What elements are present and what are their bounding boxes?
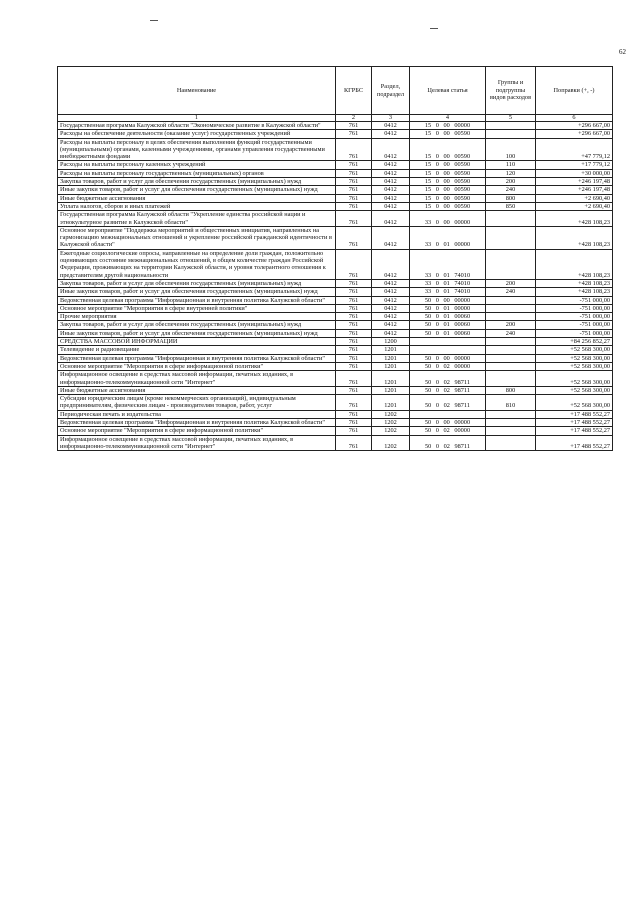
row-amendment: +296 667,00: [536, 122, 613, 130]
header-row: [58, 67, 613, 115]
row-name: Периодическая печать и издательства: [58, 410, 336, 418]
row-section: 0412: [372, 296, 410, 304]
row-name: Государственная программа Калужской области "Укрепление единства российской нации и этнокультурное развитие в Калужской области": [58, 211, 336, 227]
row-kgrbs: 761: [336, 371, 372, 387]
row-expense-type: [486, 427, 536, 435]
row-amendment: +428 108,23: [536, 249, 613, 279]
table-row: [58, 161, 613, 169]
row-expense-type: [486, 211, 536, 227]
row-kgrbs: 761: [336, 186, 372, 194]
row-section: 0412: [372, 329, 410, 337]
row-kgrbs: 761: [336, 304, 372, 312]
row-section: 1202: [372, 418, 410, 426]
row-name: Уплата налогов, сборов и иных платежей: [58, 202, 336, 210]
row-section: 0412: [372, 178, 410, 186]
row-section: 1202: [372, 435, 410, 451]
table-row: [58, 395, 613, 411]
row-section: 0412: [372, 161, 410, 169]
row-expense-type: 800: [486, 194, 536, 202]
row-amendment: +428 108,23: [536, 288, 613, 296]
header-section: Раздел, подраздел: [372, 67, 410, 115]
row-section: 0412: [372, 279, 410, 287]
row-section: 1200: [372, 338, 410, 346]
row-name: Ежегодные социологические опросы, направленные на определение доли граждан, положительно оценивающих состояние межнациональных отношений, в общем количестве граждан Российской Федерации, проживающих на территории Калужской области, и уровня толерантного отношения к представителям другой национальности: [58, 249, 336, 279]
column-number: 4: [410, 115, 486, 122]
row-target-article: 50 0 02 00000: [410, 427, 486, 435]
row-amendment: +52 568 300,00: [536, 371, 613, 387]
row-amendment: -751 000,00: [536, 313, 613, 321]
scan-mark-left: [150, 20, 158, 21]
row-target-article: 50 0 01 00000: [410, 304, 486, 312]
row-name: Расходы на выплаты персоналу в целях обеспечения выполнения функций государственными (муниципальными) органами, казенными учреждениями, органами управления государственными внебюджетными фондами: [58, 138, 336, 161]
row-section: 0412: [372, 304, 410, 312]
row-target-article: 15 0 00 00590: [410, 194, 486, 202]
table-row: [58, 313, 613, 321]
row-expense-type: [486, 249, 536, 279]
row-kgrbs: 761: [336, 346, 372, 354]
table-row: [58, 279, 613, 287]
row-name: Основное мероприятие "Мероприятия в сфере информационной политики": [58, 362, 336, 370]
row-name: Закупка товаров, работ и услуг для обеспечения государственных (муниципальных) нужд: [58, 178, 336, 186]
row-target-article: 15 0 00 00590: [410, 138, 486, 161]
row-kgrbs: 761: [336, 226, 372, 249]
row-name: Расходы на выплаты персоналу казенных учреждений: [58, 161, 336, 169]
row-name: Иные закупки товаров, работ и услуг для обеспечения государственных (муниципальных) нужд: [58, 288, 336, 296]
row-amendment: +428 108,23: [536, 226, 613, 249]
table-body: [58, 122, 613, 451]
column-number: 1: [58, 115, 336, 122]
row-amendment: -751 000,00: [536, 304, 613, 312]
row-target-article: 50 0 00 00000: [410, 354, 486, 362]
row-kgrbs: 761: [336, 338, 372, 346]
row-kgrbs: 761: [336, 202, 372, 210]
row-expense-type: [486, 338, 536, 346]
row-section: 1201: [372, 371, 410, 387]
row-kgrbs: 761: [336, 386, 372, 394]
row-kgrbs: 761: [336, 427, 372, 435]
row-expense-type: [486, 122, 536, 130]
table-row: [58, 288, 613, 296]
row-section: 1201: [372, 354, 410, 362]
row-name: Расходы на выплаты персоналу государственных (муниципальных) органов: [58, 169, 336, 177]
row-name: Информационное освещение в средствах массовой информации, печатных изданиях, в информационно-телекоммуникационной сети "Интернет": [58, 371, 336, 387]
row-section: 0412: [372, 186, 410, 194]
row-target-article: [410, 346, 486, 354]
row-target-article: 33 0 01 74010: [410, 279, 486, 287]
row-name: Ведомственная целевая программа "Информационная и внутренняя политика Калужской области": [58, 296, 336, 304]
row-expense-type: 240: [486, 329, 536, 337]
row-name: Ведомственная целевая программа "Информационная и внутренняя политика Калужской области": [58, 354, 336, 362]
row-amendment: +246 197,48: [536, 178, 613, 186]
row-expense-type: [486, 226, 536, 249]
page-number: 62: [619, 48, 626, 56]
table-row: [58, 202, 613, 210]
row-expense-type: 810: [486, 395, 536, 411]
row-kgrbs: 761: [336, 138, 372, 161]
row-amendment: +17 488 552,27: [536, 427, 613, 435]
row-kgrbs: 761: [336, 418, 372, 426]
row-expense-type: [486, 313, 536, 321]
table-row: [58, 296, 613, 304]
table-row: [58, 435, 613, 451]
row-kgrbs: 761: [336, 211, 372, 227]
row-name: Расходы на обеспечение деятельности (оказание услуг) государственных учреждений: [58, 130, 336, 138]
row-section: 1201: [372, 386, 410, 394]
row-target-article: 50 0 02 00000: [410, 362, 486, 370]
row-amendment: +84 256 852,27: [536, 338, 613, 346]
row-amendment: +428 108,23: [536, 279, 613, 287]
row-name: Закупка товаров, работ и услуг для обеспечения государственных (муниципальных) нужд: [58, 321, 336, 329]
table-row: [58, 130, 613, 138]
row-kgrbs: 761: [336, 362, 372, 370]
row-target-article: 15 0 00 00590: [410, 161, 486, 169]
row-target-article: 50 0 01 00060: [410, 313, 486, 321]
table-row: [58, 138, 613, 161]
row-kgrbs: 761: [336, 288, 372, 296]
table-row: [58, 211, 613, 227]
row-target-article: 15 0 00 00590: [410, 186, 486, 194]
row-amendment: -751 000,00: [536, 296, 613, 304]
row-expense-type: [486, 304, 536, 312]
row-target-article: 50 0 02 98711: [410, 371, 486, 387]
row-kgrbs: 761: [336, 194, 372, 202]
row-amendment: +17 488 552,27: [536, 418, 613, 426]
table-row: [58, 304, 613, 312]
row-amendment: +17 488 552,27: [536, 410, 613, 418]
row-expense-type: [486, 435, 536, 451]
row-expense-type: 200: [486, 321, 536, 329]
row-section: 1202: [372, 410, 410, 418]
row-kgrbs: 761: [336, 130, 372, 138]
row-expense-type: 200: [486, 178, 536, 186]
row-target-article: 50 0 00 00000: [410, 296, 486, 304]
row-section: 1201: [372, 346, 410, 354]
row-target-article: 50 0 02 98711: [410, 386, 486, 394]
scan-mark-right: [430, 28, 438, 29]
header-amendment: Поправки (+, -): [536, 67, 613, 115]
column-number: 5: [486, 115, 536, 122]
row-target-article: 33 0 01 00000: [410, 226, 486, 249]
column-number: 6: [536, 115, 613, 122]
row-kgrbs: 761: [336, 122, 372, 130]
row-name: Основное мероприятие "Мероприятия в сфере информационной политики": [58, 427, 336, 435]
row-section: 1201: [372, 362, 410, 370]
row-target-article: 50 0 01 00060: [410, 329, 486, 337]
row-section: 0412: [372, 122, 410, 130]
row-amendment: +246 197,48: [536, 186, 613, 194]
row-amendment: +17 779,12: [536, 161, 613, 169]
row-name: СРЕДСТВА МАССОВОЙ ИНФОРМАЦИИ: [58, 338, 336, 346]
row-name: Закупка товаров, работ и услуг для обеспечения государственных (муниципальных) нужд: [58, 279, 336, 287]
table-row: [58, 362, 613, 370]
row-name: Иные закупки товаров, работ и услуг для обеспечения государственных (муниципальных) нужд: [58, 186, 336, 194]
row-expense-type: 200: [486, 279, 536, 287]
table-row: [58, 346, 613, 354]
row-name: Иные закупки товаров, работ и услуг для обеспечения государственных (муниципальных) нужд: [58, 329, 336, 337]
row-target-article: 15 0 00 00590: [410, 202, 486, 210]
row-expense-type: 850: [486, 202, 536, 210]
row-name: Основное мероприятие "Поддержка мероприятий и общественных инициатив, направленных на гармонизацию межнациональных отношений и укрепление российской гражданской идентичности в Калужской области": [58, 226, 336, 249]
row-section: 0412: [372, 226, 410, 249]
row-target-article: 50 0 01 00060: [410, 321, 486, 329]
row-target-article: 50 0 02 98711: [410, 435, 486, 451]
row-expense-type: 100: [486, 138, 536, 161]
row-expense-type: 800: [486, 386, 536, 394]
table-row: [58, 186, 613, 194]
row-kgrbs: 761: [336, 296, 372, 304]
row-target-article: 15 0 00 00590: [410, 178, 486, 186]
row-amendment: -751 000,00: [536, 321, 613, 329]
header-target-article: Целевая статья: [410, 67, 486, 115]
row-kgrbs: 761: [336, 435, 372, 451]
table-row: [58, 427, 613, 435]
row-amendment: +52 568 300,00: [536, 395, 613, 411]
table-row: [58, 354, 613, 362]
row-section: 0412: [372, 288, 410, 296]
row-name: Субсидии юридическим лицам (кроме некоммерческих организаций), индивидуальным предпринимателям, физическим лицам - производителям товаров, работ, услуг: [58, 395, 336, 411]
row-section: 1202: [372, 427, 410, 435]
table-row: [58, 338, 613, 346]
row-name: Иные бюджетные ассигнования: [58, 386, 336, 394]
row-expense-type: [486, 362, 536, 370]
row-name: Государственная программа Калужской области "Экономическое развитие в Калужской области": [58, 122, 336, 130]
row-target-article: [410, 410, 486, 418]
header-name: Наименование: [58, 67, 336, 115]
row-amendment: -751 000,00: [536, 329, 613, 337]
row-amendment: +2 690,40: [536, 194, 613, 202]
row-section: 0412: [372, 202, 410, 210]
row-kgrbs: 761: [336, 313, 372, 321]
row-expense-type: 120: [486, 169, 536, 177]
row-expense-type: [486, 296, 536, 304]
row-target-article: 15 0 00 00590: [410, 130, 486, 138]
row-name: Иные бюджетные ассигнования: [58, 194, 336, 202]
row-target-article: 50 0 00 00000: [410, 418, 486, 426]
row-expense-type: 240: [486, 288, 536, 296]
row-section: 0412: [372, 130, 410, 138]
row-section: 0412: [372, 194, 410, 202]
row-amendment: +296 667,00: [536, 130, 613, 138]
row-name: Телевидение и радиовещание: [58, 346, 336, 354]
row-kgrbs: 761: [336, 321, 372, 329]
row-expense-type: [486, 418, 536, 426]
row-amendment: +47 779,12: [536, 138, 613, 161]
row-target-article: [410, 338, 486, 346]
row-expense-type: 110: [486, 161, 536, 169]
row-target-article: 33 0 01 74010: [410, 288, 486, 296]
row-amendment: +52 568 300,00: [536, 346, 613, 354]
row-kgrbs: 761: [336, 161, 372, 169]
row-expense-type: [486, 371, 536, 387]
row-kgrbs: 761: [336, 249, 372, 279]
row-kgrbs: 761: [336, 169, 372, 177]
row-expense-type: [486, 410, 536, 418]
row-section: 0412: [372, 313, 410, 321]
row-name: Информационное освещение в средствах массовой информации, печатных изданиях, в информационно-телекоммуникационной сети "Интернет": [58, 435, 336, 451]
row-amendment: +52 568 300,00: [536, 362, 613, 370]
row-expense-type: 240: [486, 186, 536, 194]
row-target-article: 33 0 01 74010: [410, 249, 486, 279]
table-row: [58, 122, 613, 130]
row-kgrbs: 761: [336, 279, 372, 287]
row-section: 0412: [372, 321, 410, 329]
table-row: [58, 329, 613, 337]
row-name: Ведомственная целевая программа "Информационная и внутренняя политика Калужской области": [58, 418, 336, 426]
column-number: 2: [336, 115, 372, 122]
row-amendment: +428 108,23: [536, 211, 613, 227]
row-name: Прочие мероприятия: [58, 313, 336, 321]
row-section: 1201: [372, 395, 410, 411]
row-kgrbs: 761: [336, 354, 372, 362]
table-row: [58, 249, 613, 279]
table-row: [58, 386, 613, 394]
row-expense-type: [486, 346, 536, 354]
row-kgrbs: 761: [336, 178, 372, 186]
column-number-row: [58, 115, 613, 122]
row-expense-type: [486, 130, 536, 138]
row-amendment: +52 568 300,00: [536, 354, 613, 362]
budget-amendments-table: [57, 66, 613, 451]
row-target-article: 50 0 02 98711: [410, 395, 486, 411]
row-amendment: +52 568 300,00: [536, 386, 613, 394]
row-expense-type: [486, 354, 536, 362]
row-target-article: 15 0 00 00590: [410, 169, 486, 177]
row-amendment: +30 000,00: [536, 169, 613, 177]
table-row: [58, 410, 613, 418]
row-amendment: +2 690,40: [536, 202, 613, 210]
header-kgrbs: КГРБС: [336, 67, 372, 115]
table-row: [58, 194, 613, 202]
row-target-article: 33 0 00 00000: [410, 211, 486, 227]
row-section: 0412: [372, 138, 410, 161]
row-section: 0412: [372, 169, 410, 177]
row-kgrbs: 761: [336, 410, 372, 418]
row-target-article: 15 0 00 00000: [410, 122, 486, 130]
row-section: 0412: [372, 249, 410, 279]
table-row: [58, 371, 613, 387]
table-row: [58, 226, 613, 249]
row-kgrbs: 761: [336, 395, 372, 411]
header-expense-type: Группы и подгруппы видов расходов: [486, 67, 536, 115]
row-amendment: +17 488 552,27: [536, 435, 613, 451]
table-row: [58, 169, 613, 177]
table-row: [58, 178, 613, 186]
column-number: 3: [372, 115, 410, 122]
row-name: Основное мероприятие "Мероприятия в сфере внутренней политики": [58, 304, 336, 312]
row-section: 0412: [372, 211, 410, 227]
row-kgrbs: 761: [336, 329, 372, 337]
table-row: [58, 418, 613, 426]
table-row: [58, 321, 613, 329]
